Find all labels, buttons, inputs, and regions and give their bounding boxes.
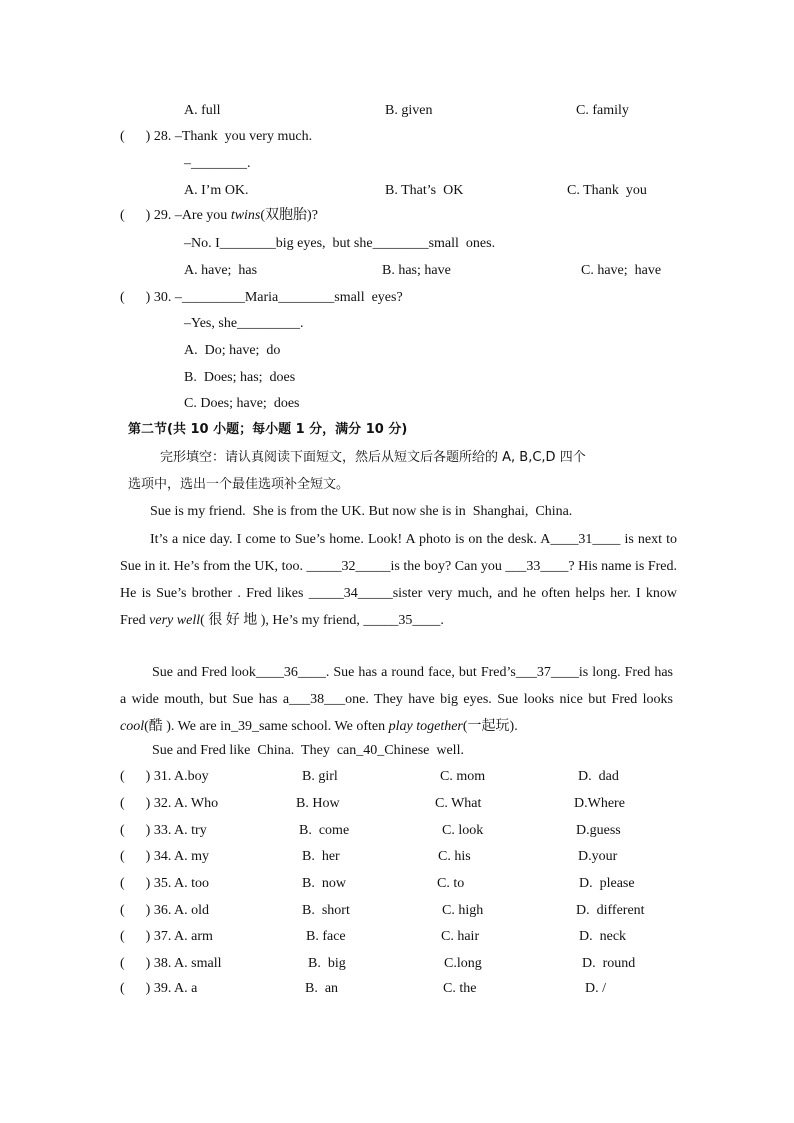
section-instruction-1: 完形填空：请认真阅读下面短文，然后从短文后各题所给的 A, B,C,D 四个 bbox=[160, 450, 586, 465]
option-b: B. an bbox=[305, 981, 339, 996]
q28-option-a: A. I’m OK. bbox=[184, 183, 249, 198]
question-stem-option-a: ( ) 37. A. arm bbox=[120, 929, 213, 944]
option-b: B. How bbox=[296, 796, 340, 811]
q30-option-a: A. Do; have; do bbox=[184, 343, 281, 358]
question-stem-option-a: ( ) 32. A. Who bbox=[120, 796, 219, 811]
option-b: B. her bbox=[302, 849, 340, 864]
passage-paragraph-4: Sue and Fred like China. They can_40_Chinese well. bbox=[152, 743, 464, 758]
question-stem-option-a: ( ) 34. A. my bbox=[120, 849, 210, 864]
option-c: C. the bbox=[443, 981, 477, 996]
option-d: D. / bbox=[585, 981, 606, 996]
option-b: B. face bbox=[306, 929, 346, 944]
q29-stem: ( ) 29. –Are you twins(双胞胎)? bbox=[120, 208, 318, 223]
q28-reply: –________. bbox=[184, 156, 251, 171]
option-d: D.guess bbox=[576, 823, 621, 838]
q29-option-c: C. have; have bbox=[581, 263, 662, 278]
q28-stem: ( ) 28. –Thank you very much. bbox=[120, 129, 313, 144]
option-d: D.your bbox=[578, 849, 618, 864]
q29-option-a: A. have; has bbox=[184, 263, 258, 278]
option-d: D. neck bbox=[579, 929, 627, 944]
option-d: D.Where bbox=[574, 796, 625, 811]
option-b: B. girl bbox=[302, 769, 338, 784]
question-stem-option-a: ( ) 39. A. a bbox=[120, 981, 198, 996]
option-c: C. look bbox=[442, 823, 484, 838]
option-c: C. to bbox=[437, 876, 465, 891]
option-d: D. please bbox=[579, 876, 635, 891]
q30-option-c: C. Does; have; does bbox=[184, 396, 300, 411]
option-d: D. different bbox=[576, 903, 645, 918]
question-stem-option-a: ( ) 38. A. small bbox=[120, 956, 222, 971]
option-b: B. come bbox=[299, 823, 350, 838]
option-b: B. short bbox=[302, 903, 350, 918]
q29-reply: –No. I________big eyes, but she________small ones. bbox=[184, 236, 496, 251]
q28-option-c: C. Thank you bbox=[567, 183, 647, 198]
q28-option-b: B. That’s OK bbox=[385, 183, 464, 198]
question-stem-option-a: ( ) 35. A. too bbox=[120, 876, 210, 891]
option-b: B. big bbox=[308, 956, 346, 971]
section-title: 第二节(共 10 小题；每小题 1 分，满分 10 分) bbox=[128, 422, 408, 437]
q27-option-a: A. full bbox=[184, 103, 221, 118]
option-c: C.long bbox=[444, 956, 482, 971]
option-c: C. What bbox=[435, 796, 482, 811]
option-c: C. high bbox=[442, 903, 484, 918]
question-stem-option-a: ( ) 36. A. old bbox=[120, 903, 210, 918]
q30-reply: –Yes, she_________. bbox=[184, 316, 304, 331]
option-b: B. now bbox=[302, 876, 346, 891]
section-instruction-2: 选项中，选出一个最佳选项补全短文。 bbox=[128, 477, 350, 492]
option-c: C. mom bbox=[440, 769, 486, 784]
option-c: C. hair bbox=[441, 929, 480, 944]
q27-option-b: B. given bbox=[385, 103, 433, 118]
q29-option-b: B. has; have bbox=[382, 263, 451, 278]
q30-stem: ( ) 30. –_________Maria________small eyes? bbox=[120, 290, 403, 305]
question-stem-option-a: ( ) 33. A. try bbox=[120, 823, 207, 838]
passage-paragraph-2: It’s a nice day. I come to Sue’s home. Look! A photo is on the desk. A____31____ is next to Sue in it. He’s from the UK, too. _____32_____is the boy? Can you ___33____? His name is Fred. He is Sue’s brother . Fred likes _____34_____sister very much, and he often helps her. I know Fred very well( 很 好 地 ), He’s my friend, _____35____. bbox=[120, 532, 677, 628]
passage-paragraph-1: Sue is my friend. She is from the UK. But now she is in Shanghai, China. bbox=[150, 504, 573, 519]
option-c: C. his bbox=[438, 849, 471, 864]
question-stem-option-a: ( ) 31. A.boy bbox=[120, 769, 209, 784]
option-d: D. dad bbox=[578, 769, 619, 784]
passage-paragraph-3: Sue and Fred look____36____. Sue has a round face, but Fred’s___37____is long. Fred has a wide mouth, but Sue has a___38___one. They have big eyes. Sue looks nice but Fred looks cool(酷 ). We are in_39_same school. We often play together(一起玩). bbox=[120, 665, 673, 734]
option-d: D. round bbox=[582, 956, 636, 971]
q30-option-b: B. Does; has; does bbox=[184, 370, 296, 385]
q27-option-c: C. family bbox=[576, 103, 629, 118]
